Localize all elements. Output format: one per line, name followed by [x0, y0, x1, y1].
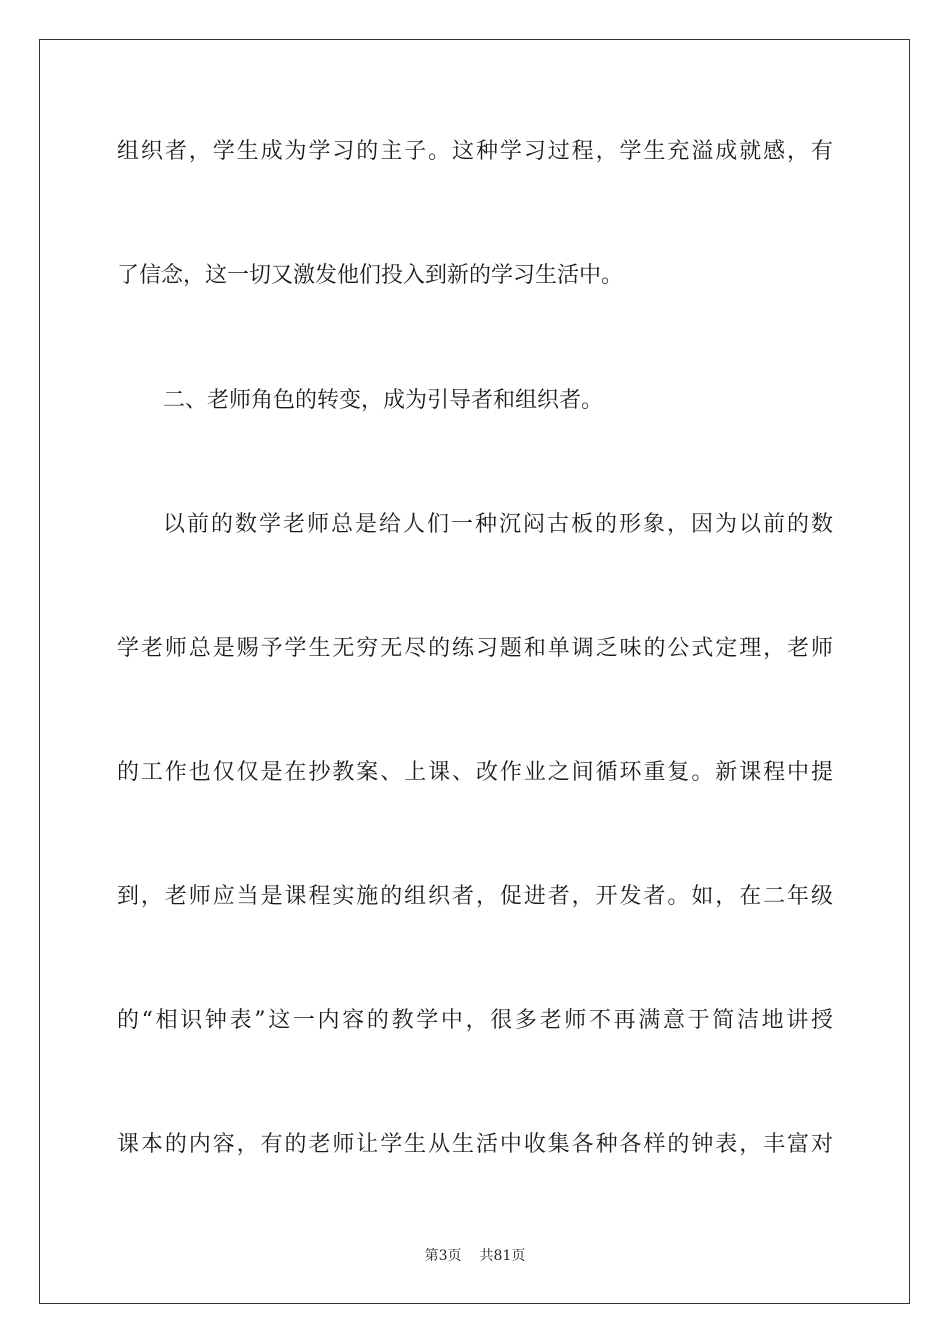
page-border [39, 39, 910, 1304]
body-text-line: 组织者，学生成为学习的主子。这种学习过程，学生充溢成就感，有 [117, 139, 833, 164]
body-text-line: 到，老师应当是课程实施的组织者，促进者，开发者。如，在二年级 [117, 884, 833, 909]
page-number: 第3页 [424, 1248, 462, 1264]
body-text-line: 以前的数学老师总是给人们一种沉闷古板的形象，因为以前的数 [163, 512, 833, 537]
section-heading: 二、老师角色的转变，成为引导者和组织者。 [163, 388, 604, 413]
body-text-line: 了信念，这一切又激发他们投入到新的学习生活中。 [117, 263, 624, 288]
body-text-line: 的“相识钟表”这一内容的教学中，很多老师不再满意于简洁地讲授 [117, 1008, 833, 1033]
body-text-line: 课本的内容，有的老师让学生从生活中收集各种各样的钟表，丰富对 [117, 1132, 833, 1157]
body-text-line: 学老师总是赐予学生无穷无尽的练习题和单调乏味的公式定理，老师 [117, 636, 833, 661]
page-total: 共81页 [479, 1248, 526, 1264]
body-text-line: 的工作也仅仅是在抄教案、上课、改作业之间循环重复。新课程中提 [117, 760, 833, 785]
page-footer [0, 1246, 950, 1266]
